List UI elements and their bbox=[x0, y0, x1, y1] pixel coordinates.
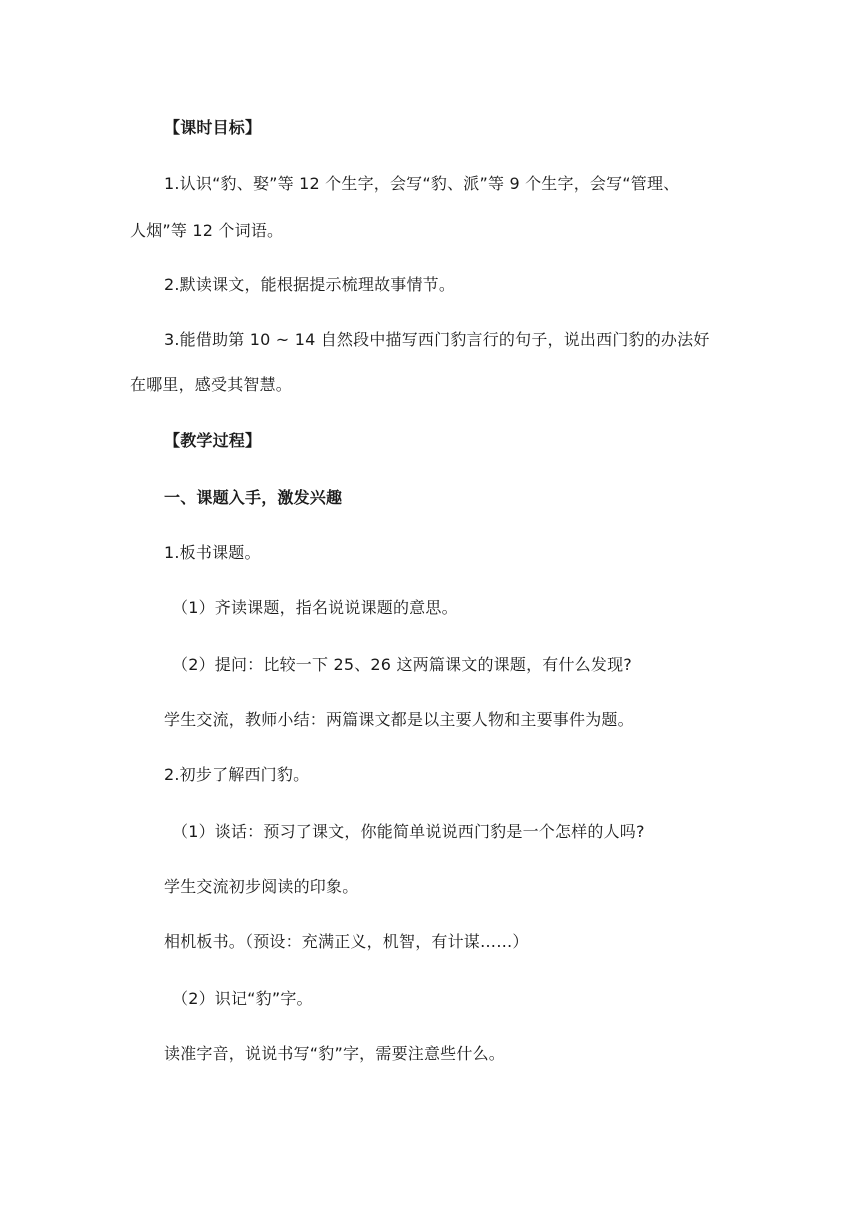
objective-1-line-1: 1.认识“豹、娶”等 12 个生字，会写“豹、派”等 9 个生字，会写“管理、 bbox=[164, 174, 680, 193]
step-1-1: （1）齐读课题，指名说说课题的意思。 bbox=[172, 598, 458, 617]
step-1: 1.板书课题。 bbox=[164, 543, 261, 562]
step-2-1-note: 学生交流初步阅读的印象。 bbox=[164, 877, 359, 896]
step-2-2-note: 读准字音，说说书写“豹”字，需要注意些什么。 bbox=[164, 1044, 505, 1063]
objective-3-line-1: 3.能借助第 10 ~ 14 自然段中描写西门豹言行的句子，说出西门豹的办法好 bbox=[164, 330, 710, 349]
step-2-2: （2）识记“豹”字。 bbox=[172, 989, 313, 1008]
section-heading-process: 【教学过程】 bbox=[164, 431, 262, 450]
objective-1-line-2: 人烟”等 12 个词语。 bbox=[130, 221, 284, 240]
section-heading-objectives: 【课时目标】 bbox=[164, 118, 262, 137]
step-2-1-board: 相机板书。（预设：充满正义，机智，有计谋……） bbox=[164, 932, 529, 951]
step-1-2-note: 学生交流，教师小结：两篇课文都是以主要人物和主要事件为题。 bbox=[164, 710, 634, 729]
step-2-1: （1）谈话：预习了课文，你能简单说说西门豹是一个怎样的人吗? bbox=[172, 822, 645, 841]
part-1-heading: 一、课题入手，激发兴趣 bbox=[164, 488, 343, 507]
objective-2: 2.默读课文，能根据提示梳理故事情节。 bbox=[164, 275, 456, 294]
objective-3-line-2: 在哪里，感受其智慧。 bbox=[130, 375, 293, 394]
step-2: 2.初步了解西门豹。 bbox=[164, 765, 310, 784]
step-1-2: （2）提问：比较一下 25、26 这两篇课文的课题，有什么发现? bbox=[172, 655, 632, 674]
